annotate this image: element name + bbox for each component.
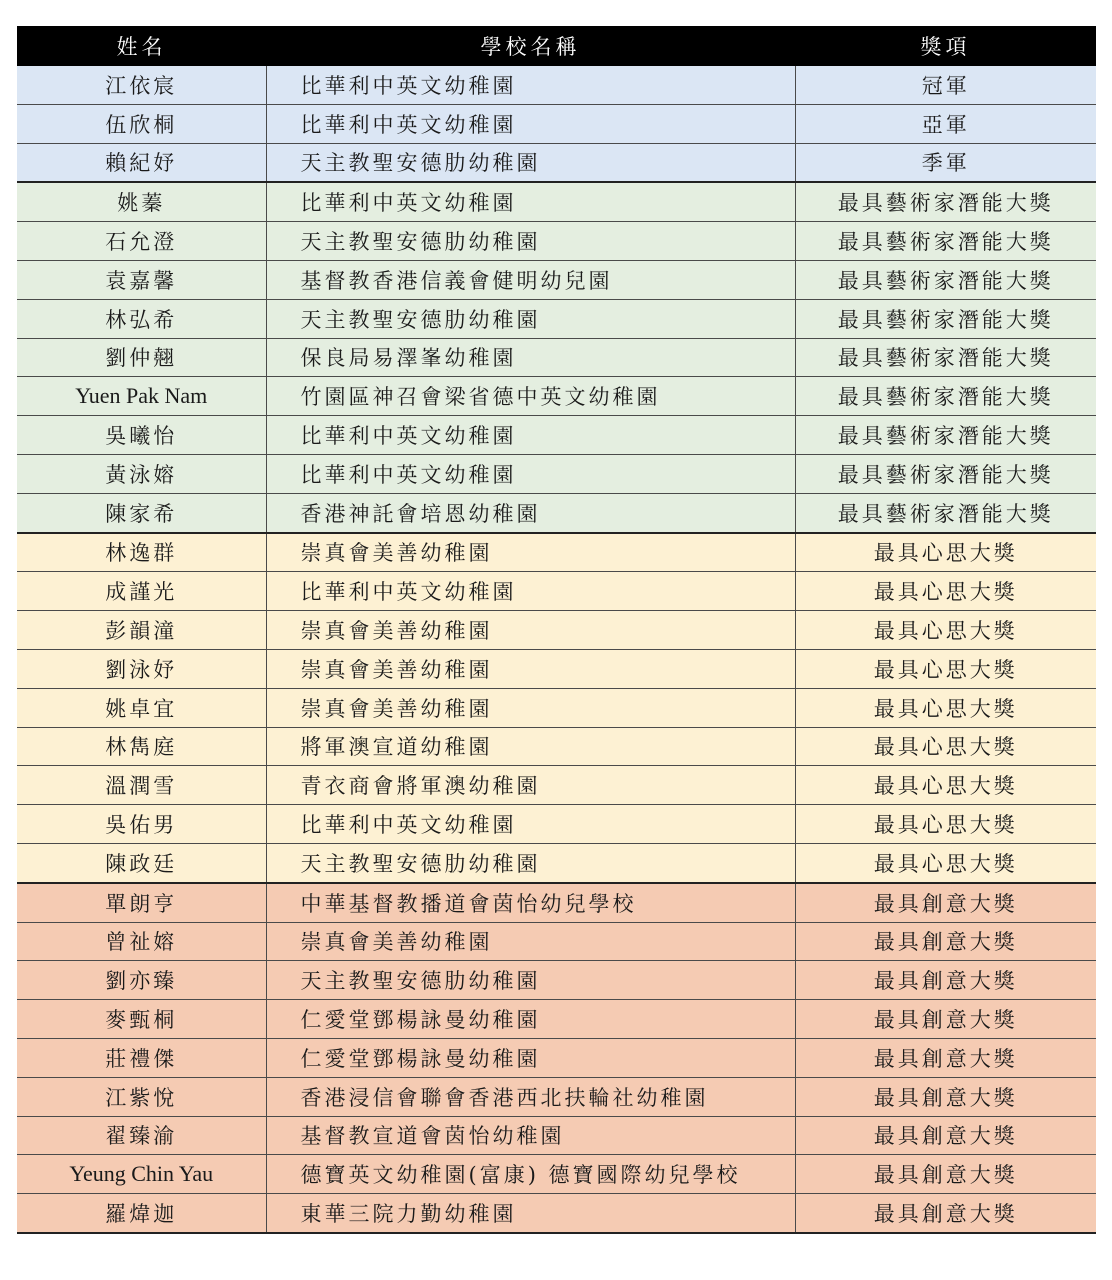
name-cell: 林弘希	[17, 299, 266, 338]
name-cell: 林雋庭	[17, 727, 266, 766]
award-cell: 最具心思大獎	[795, 572, 1096, 611]
table-row	[17, 338, 1096, 377]
table-row	[17, 766, 1096, 805]
award-cell: 亞軍	[795, 104, 1096, 143]
school-cell: 比華利中英文幼稚園	[266, 454, 795, 493]
award-cell: 最具心思大獎	[795, 766, 1096, 805]
table-row	[17, 1077, 1096, 1116]
school-cell: 比華利中英文幼稚園	[266, 66, 795, 104]
name-cell: 彭韻潼	[17, 611, 266, 650]
school-cell: 崇真會美善幼稚園	[266, 611, 795, 650]
school-cell: 中華基督教播道會茵怡幼兒學校	[266, 883, 795, 922]
school-cell: 仁愛堂鄧楊詠曼幼稚園	[266, 1000, 795, 1039]
award-cell: 最具心思大獎	[795, 649, 1096, 688]
school-cell: 東華三院力勤幼稚園	[266, 1194, 795, 1233]
school-cell: 竹園區神召會梁省德中英文幼稚園	[266, 377, 795, 416]
table-row	[17, 493, 1096, 532]
table-header	[17, 26, 1096, 66]
name-cell: Yeung Chin Yau	[17, 1155, 266, 1194]
header-award: 獎項	[795, 26, 1096, 66]
table-row	[17, 377, 1096, 416]
name-cell: 賴紀妤	[17, 143, 266, 182]
name-cell: 林逸群	[17, 533, 266, 572]
award-cell: 最具創意大獎	[795, 1194, 1096, 1233]
table-row	[17, 1155, 1096, 1194]
table-row	[17, 922, 1096, 961]
award-cell: 最具創意大獎	[795, 883, 1096, 922]
name-cell: 江紫悅	[17, 1077, 266, 1116]
name-cell: 劉亦臻	[17, 961, 266, 1000]
award-cell: 季軍	[795, 143, 1096, 182]
table-row	[17, 143, 1096, 182]
school-cell: 仁愛堂鄧楊詠曼幼稚園	[266, 1038, 795, 1077]
name-cell: 麥甄桐	[17, 1000, 266, 1039]
award-cell: 最具創意大獎	[795, 1116, 1096, 1155]
name-cell: 姚蓁	[17, 182, 266, 221]
name-cell: 江依宸	[17, 66, 266, 104]
award-cell: 最具創意大獎	[795, 1000, 1096, 1039]
award-cell: 最具心思大獎	[795, 611, 1096, 650]
table-row	[17, 727, 1096, 766]
table-row	[17, 572, 1096, 611]
award-cell: 最具心思大獎	[795, 688, 1096, 727]
table-row	[17, 883, 1096, 922]
school-cell: 天主教聖安德肋幼稚園	[266, 961, 795, 1000]
school-cell: 崇真會美善幼稚園	[266, 688, 795, 727]
school-cell: 香港浸信會聯會香港西北扶輪社幼稚園	[266, 1077, 795, 1116]
table-row	[17, 843, 1096, 882]
school-cell: 崇真會美善幼稚園	[266, 922, 795, 961]
name-cell: 莊禮傑	[17, 1038, 266, 1077]
table-row	[17, 805, 1096, 844]
award-cell: 最具心思大獎	[795, 533, 1096, 572]
school-cell: 比華利中英文幼稚園	[266, 572, 795, 611]
school-cell: 天主教聖安德肋幼稚園	[266, 222, 795, 261]
school-cell: 天主教聖安德肋幼稚園	[266, 299, 795, 338]
table-body	[17, 66, 1096, 1233]
award-cell: 最具藝術家潛能大獎	[795, 416, 1096, 455]
award-cell: 最具心思大獎	[795, 727, 1096, 766]
table-row	[17, 104, 1096, 143]
award-cell: 最具創意大獎	[795, 1155, 1096, 1194]
name-cell: 翟臻渝	[17, 1116, 266, 1155]
award-cell: 最具藝術家潛能大獎	[795, 493, 1096, 532]
table-row	[17, 454, 1096, 493]
award-cell: 冠軍	[795, 66, 1096, 104]
award-cell: 最具創意大獎	[795, 922, 1096, 961]
table-row	[17, 260, 1096, 299]
school-cell: 基督教宣道會茵怡幼稚園	[266, 1116, 795, 1155]
table-row	[17, 182, 1096, 221]
award-cell: 最具心思大獎	[795, 843, 1096, 882]
name-cell: 劉泳妤	[17, 649, 266, 688]
name-cell: 羅煒迦	[17, 1194, 266, 1233]
table-row	[17, 961, 1096, 1000]
name-cell: 溫潤雪	[17, 766, 266, 805]
school-cell: 比華利中英文幼稚園	[266, 182, 795, 221]
award-cell: 最具藝術家潛能大獎	[795, 454, 1096, 493]
table-row	[17, 66, 1096, 104]
header-school: 學校名稱	[266, 26, 795, 66]
table-row	[17, 533, 1096, 572]
school-cell: 天主教聖安德肋幼稚園	[266, 143, 795, 182]
name-cell: 陳家希	[17, 493, 266, 532]
school-cell: 崇真會美善幼稚園	[266, 533, 795, 572]
school-cell: 德寶英文幼稚園(富康) 德寶國際幼兒學校	[266, 1155, 795, 1194]
table-row	[17, 1000, 1096, 1039]
table-row	[17, 688, 1096, 727]
table-row	[17, 1116, 1096, 1155]
table-row	[17, 649, 1096, 688]
school-cell: 比華利中英文幼稚園	[266, 104, 795, 143]
school-cell: 比華利中英文幼稚園	[266, 416, 795, 455]
table-row	[17, 1194, 1096, 1233]
name-cell: 吳佑男	[17, 805, 266, 844]
header-row	[17, 26, 1096, 66]
name-cell: 陳政廷	[17, 843, 266, 882]
school-cell: 天主教聖安德肋幼稚園	[266, 843, 795, 882]
table-row	[17, 222, 1096, 261]
name-cell: 黃泳嫆	[17, 454, 266, 493]
table-row	[17, 611, 1096, 650]
award-cell: 最具藝術家潛能大獎	[795, 182, 1096, 221]
name-cell: 姚卓宜	[17, 688, 266, 727]
award-cell: 最具創意大獎	[795, 1077, 1096, 1116]
header-name: 姓名	[17, 26, 266, 66]
school-cell: 青衣商會將軍澳幼稚園	[266, 766, 795, 805]
award-cell: 最具藝術家潛能大獎	[795, 299, 1096, 338]
school-cell: 將軍澳宣道幼稚園	[266, 727, 795, 766]
school-cell: 香港神託會培恩幼稚園	[266, 493, 795, 532]
name-cell: 單朗亨	[17, 883, 266, 922]
name-cell: 成謹光	[17, 572, 266, 611]
name-cell: 吳曦怡	[17, 416, 266, 455]
school-cell: 比華利中英文幼稚園	[266, 805, 795, 844]
award-cell: 最具藝術家潛能大獎	[795, 377, 1096, 416]
table-row	[17, 1038, 1096, 1077]
award-cell: 最具藝術家潛能大獎	[795, 222, 1096, 261]
award-cell: 最具藝術家潛能大獎	[795, 260, 1096, 299]
name-cell: 石允澄	[17, 222, 266, 261]
name-cell: 袁嘉馨	[17, 260, 266, 299]
school-cell: 保良局易澤峯幼稚園	[266, 338, 795, 377]
award-cell: 最具創意大獎	[795, 1038, 1096, 1077]
name-cell: 伍欣桐	[17, 104, 266, 143]
name-cell: Yuen Pak Nam	[17, 377, 266, 416]
table-row	[17, 299, 1096, 338]
award-cell: 最具創意大獎	[795, 961, 1096, 1000]
awards-table	[17, 26, 1096, 1234]
award-cell: 最具心思大獎	[795, 805, 1096, 844]
name-cell: 劉仲翹	[17, 338, 266, 377]
school-cell: 崇真會美善幼稚園	[266, 649, 795, 688]
table-row	[17, 416, 1096, 455]
award-cell: 最具藝術家潛能大獎	[795, 338, 1096, 377]
school-cell: 基督教香港信義會健明幼兒園	[266, 260, 795, 299]
name-cell: 曾祉嫆	[17, 922, 266, 961]
